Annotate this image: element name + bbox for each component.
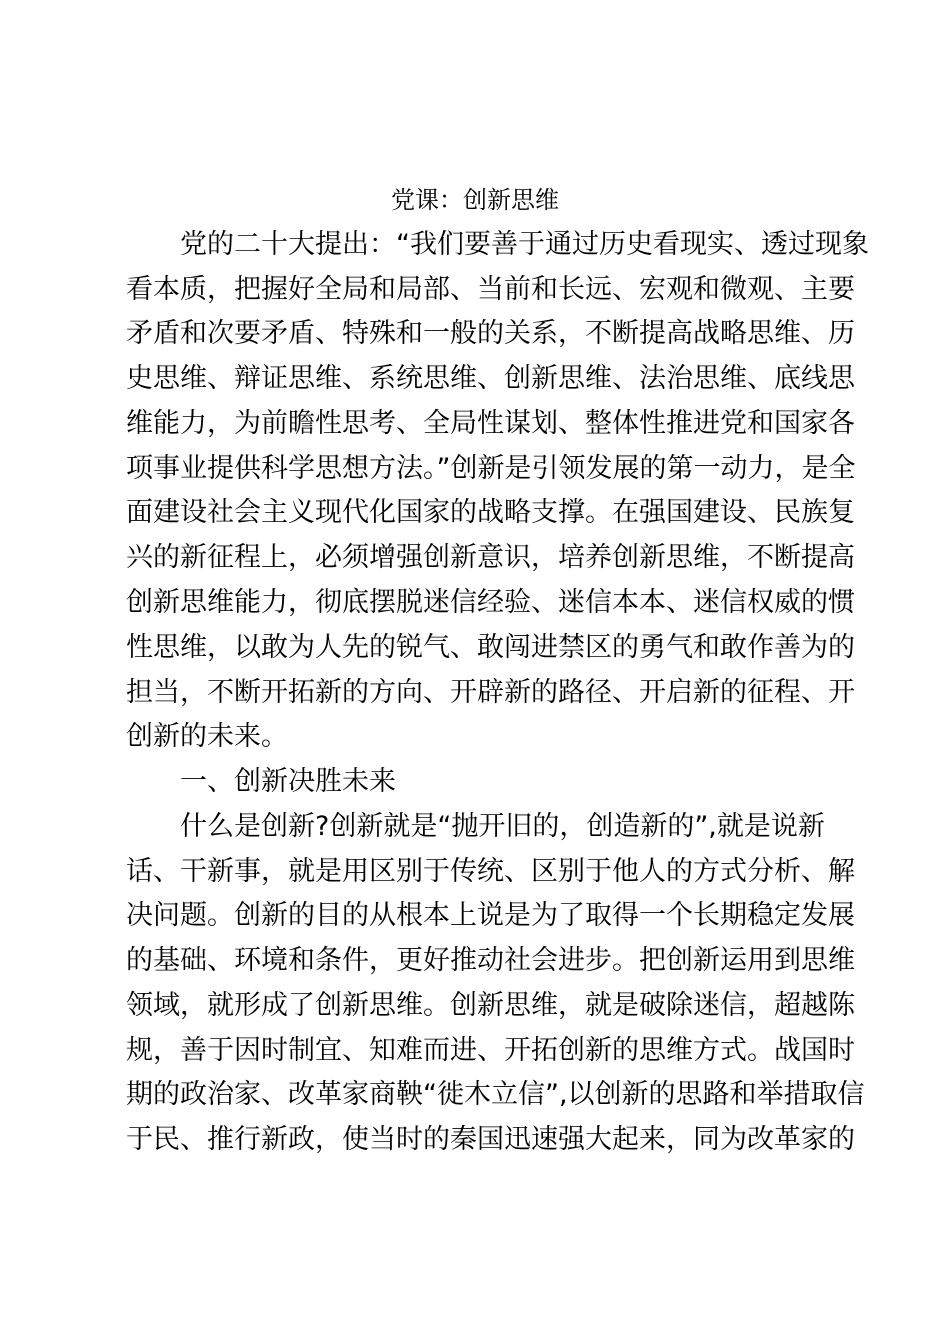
paragraph-line: 决问题。创新的目的从根本上说是为了取得一个长期稳定发展 — [126, 900, 855, 931]
paragraph-line: 兴的新征程上，必须增强创新意识，培养创新思维，不断提高 — [126, 542, 855, 573]
paragraph-line: 规，善于因时制宜、知难而进、开拓创新的思维方式。战国时 — [126, 1035, 855, 1066]
paragraph-line: 什么是创新?创新就是“抛开旧的，创造新的”,就是说新 — [180, 811, 825, 842]
paragraph-line: 领域，就形成了创新思维。创新思维，就是破除迷信，超越陈 — [126, 990, 855, 1021]
paragraph-line: 性思维，以敢为人先的锐气、敢闯进禁区的勇气和敢作善为的 — [126, 632, 855, 663]
document-title: 党课：创新思维 — [391, 186, 559, 214]
paragraph-line: 项事业提供科学思想方法。”创新是引领发展的第一动力，是全 — [126, 453, 856, 484]
paragraph-line: 看本质，把握好全局和局部、当前和长远、宏观和微观、主要 — [126, 274, 855, 305]
paragraph-line: 矛盾和次要矛盾、特殊和一般的关系，不断提高战略思维、历 — [126, 318, 855, 349]
paragraph-line: 党的二十大提出：“我们要善于通过历史看现实、透过现象 — [180, 229, 869, 260]
paragraph-line: 于民、推行新政，使当时的秦国迅速强大起来，同为改革家的 — [126, 1124, 855, 1155]
paragraph-line: 话、干新事，就是用区别于传统、区别于他人的方式分析、解 — [126, 856, 855, 887]
paragraph-line: 期的政治家、改革家商鞅“徙木立信”,以创新的思路和举措取信 — [126, 1079, 865, 1110]
paragraph-line: 创新思维能力，彻底摆脱迷信经验、迷信本本、迷信权威的惯 — [126, 587, 855, 618]
paragraph-line: 的基础、环境和条件，更好推动社会进步。把创新运用到思维 — [126, 945, 855, 976]
paragraph-line: 创新的未来。 — [126, 721, 288, 752]
paragraph-line: 面建设社会主义现代化国家的战略支撑。在强国建设、民族复 — [126, 497, 855, 528]
paragraph-line: 维能力，为前瞻性思考、全局性谋划、整体性推进党和国家各 — [126, 408, 855, 439]
section-heading: 一、创新决胜未来 — [180, 766, 396, 797]
paragraph-line: 担当，不断开拓新的方向、开辟新的路径、开启新的征程、开 — [126, 677, 855, 708]
paragraph-line: 史思维、辩证思维、系统思维、创新思维、法治思维、底线思 — [126, 363, 855, 394]
